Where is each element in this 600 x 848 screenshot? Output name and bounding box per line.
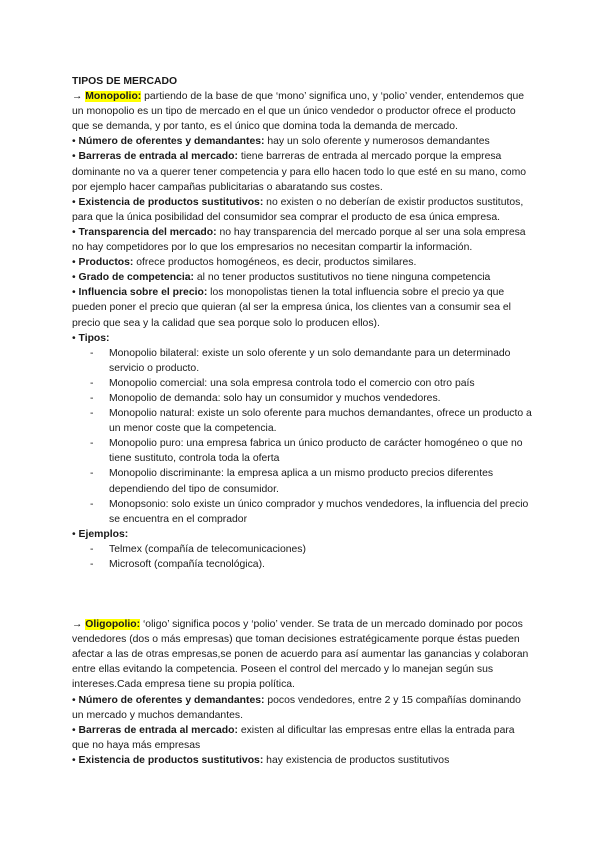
list-item: - Monopolio puro: una empresa fabrica un único producto de carácter homogéneo o que no tiene sustituto, controla toda la oferta: [72, 436, 532, 466]
list-item: - Microsoft (compañía tecnológica).: [72, 557, 532, 572]
item-label: Existencia de productos sustitutivos:: [78, 196, 264, 208]
oligopolio-item-oferentes: [72, 693, 532, 723]
monopolio-item-transparencia: [72, 225, 532, 255]
monopolio-intro-text: partiendo de la base de que ‘mono’ significa uno, y ‘polio’ vender, entendemos que un monopolio es un tipo de mercado en el que un único vendedor o productor ofrece el producto que se demanda, y por tanto, es el único que domina toda la demanda de mercado.: [72, 91, 525, 133]
monopolio-ejemplos-heading: [72, 527, 532, 542]
item-label: Barreras de entrada al mercado:: [78, 151, 238, 163]
item-text: al no tener productos sustitutivos no tiene ninguna competencia: [194, 272, 491, 284]
oligopolio-intro: [72, 617, 532, 692]
oligopolio-intro-text: ‘oligo’ significa pocos y ‘polio’ vender. Se trata de un mercado dominado por pocos vendedores (dos o más empresas) que toman decisiones estratégicamente porque éstas pueden afectar a las de otras empresas,se ponen de acuerdo para así aumentar las ganancias y colaboran entre ellas evitando la competencia. Poseen el control del mercado y lo manejan según sus intereses.Cada empresa tiene su propia política.: [72, 619, 529, 691]
ejemplos-list: [72, 542, 532, 572]
monopolio-item-oferentes: [72, 134, 532, 149]
item-text: no existen o no deberían de existir productos sustitutos, para que la única posibilidad del consumidor sea comprar el producto de esa única empresa.: [72, 196, 524, 223]
bullet-icon: •: [72, 272, 79, 284]
item-text: ofrece productos homogéneos, es decir, productos similares.: [133, 257, 417, 269]
arrow-icon: →: [72, 619, 86, 631]
monopolio-tipos-heading: [72, 331, 532, 346]
list-item: - Monopolio bilateral: existe un solo oferente y un solo demandante para un determinado servicio o producto.: [72, 346, 532, 376]
item-text: existen al dificultar las empresas entre ellas la entrada para que no haya más empresas: [72, 724, 515, 751]
monopolio-item-sustitutivos: [72, 195, 532, 225]
bullet-icon: •: [72, 332, 79, 344]
oligopolio-item-barreras: [72, 723, 532, 753]
item-label: Barreras de entrada al mercado:: [78, 724, 238, 736]
item-label: Existencia de productos sustitutivos:: [78, 754, 264, 766]
bullet-icon: •: [72, 528, 79, 540]
arrow-icon: →: [72, 91, 86, 103]
bullet-icon: •: [72, 754, 79, 766]
oligopolio-heading: Oligopolio:: [85, 619, 141, 631]
bullet-icon: •: [72, 694, 79, 706]
item-text: pocos vendedores, entre 2 y 15 compañías dominando un mercado y muchos demandantes.: [72, 694, 521, 721]
list-item: - Monopolio comercial: una sola empresa controla todo el comercio con otro país: [72, 376, 532, 391]
bullet-icon: •: [72, 151, 79, 163]
list-item: - Monopolio de demanda: solo hay un consumidor y muchos vendedores.: [72, 391, 532, 406]
document-content: [72, 74, 532, 768]
monopolio-heading: Monopolio:: [85, 91, 142, 103]
item-label: Número de oferentes y demandantes:: [78, 136, 265, 148]
bullet-icon: •: [72, 196, 79, 208]
item-label: Influencia sobre el precio:: [78, 287, 208, 299]
ejemplos-label: Ejemplos:: [78, 528, 129, 540]
item-label: Transparencia del mercado:: [78, 226, 217, 238]
item-text: tiene barreras de entrada al mercado porque la empresa dominante no va a querer tener competencia y para ello hacen todo lo que esté en su mano, como por ejemplo hacer campañas publicitarias o abaratando sus costes.: [72, 151, 527, 193]
bullet-icon: •: [72, 257, 79, 269]
item-label: Número de oferentes y demandantes:: [78, 694, 265, 706]
page-title: TIPOS DE MERCADO: [72, 76, 178, 87]
list-item: - Monopolio discriminante: la empresa aplica a un mismo producto precios diferentes dependiendo del tipo de consumidor.: [72, 466, 532, 496]
item-label: Productos:: [78, 257, 134, 269]
monopolio-item-precio: [72, 285, 532, 330]
tipos-label: Tipos:: [78, 332, 110, 344]
list-item: - Monopolio natural: existe un solo oferente para muchos demandantes, ofrece un producto a un menor coste que la competencia.: [72, 406, 532, 436]
bullet-icon: •: [72, 287, 79, 299]
item-label: Grado de competencia:: [78, 272, 195, 284]
monopolio-item-productos: [72, 255, 532, 270]
list-item: - Monopsonio: solo existe un único comprador y muchos vendedores, la influencia del precio se encuentra en el comprador: [72, 497, 532, 527]
oligopolio-item-sustitutivos: [72, 753, 532, 768]
item-text: hay un solo oferente y numerosos demandantes: [264, 136, 490, 148]
monopolio-item-competencia: [72, 270, 532, 285]
bullet-icon: •: [72, 136, 79, 148]
item-text: los monopolistas tienen la total influencia sobre el precio ya que pueden poner el precio que quieran (al ser la empresa única, los clientes van a consumir sea el precio que sea y la calidad que sea porque solo lo producen ellos).: [72, 287, 511, 329]
bullet-icon: •: [72, 226, 79, 238]
list-item: - Telmex (compañía de telecomunicaciones): [72, 542, 532, 557]
monopolio-intro: [72, 89, 532, 134]
bullet-icon: •: [72, 724, 79, 736]
tipos-list: [72, 346, 532, 527]
item-text: hay existencia de productos sustitutivos: [263, 754, 450, 766]
item-text: no hay transparencia del mercado porque al ser una sola empresa no hay competidores por lo que los empresarios no necesitan compartir la información.: [72, 226, 526, 254]
section-spacer: [72, 572, 532, 617]
monopolio-item-barreras: [72, 149, 532, 194]
